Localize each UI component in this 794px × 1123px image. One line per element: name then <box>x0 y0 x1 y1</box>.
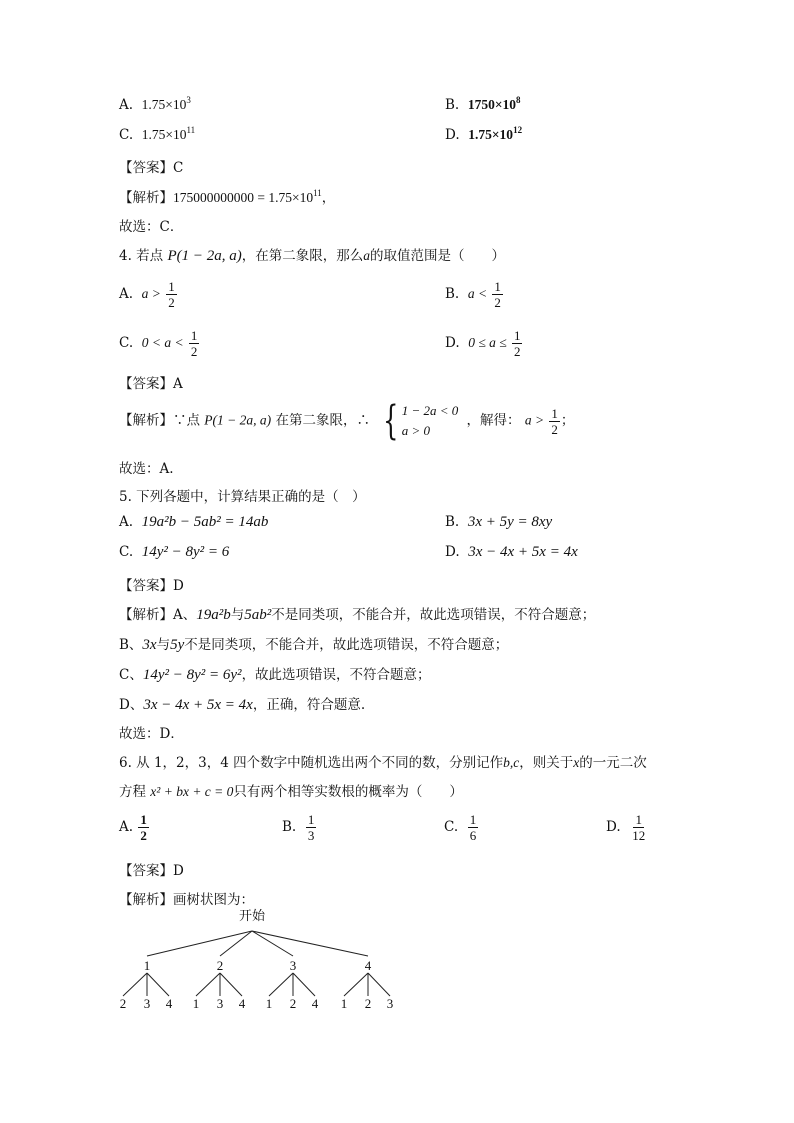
analysis-text: D、 <box>119 697 144 713</box>
conclusion-text: 故选：C． <box>119 219 184 235</box>
option-label: C. <box>119 335 134 351</box>
q4-analysis <box>119 398 575 444</box>
term-expr: 14y² − 8y² = 6y² <box>142 667 242 683</box>
q5-option-c <box>119 544 229 561</box>
tree-edge <box>252 931 368 956</box>
stem-text: 4. 若点 <box>119 248 164 264</box>
analysis-text: 不是同类项，不能合并，故此选项错误，不符合题意； <box>184 637 509 653</box>
q5-conclusion <box>119 722 184 742</box>
tree-edge <box>220 973 242 996</box>
inequality-system <box>378 398 459 444</box>
fraction: $\frac{1}{6}$ <box>469 812 477 843</box>
probability-tree-diagram <box>110 906 410 1016</box>
q5-analysis-d <box>119 693 365 714</box>
option-label: B. <box>445 286 460 302</box>
stem-text: 的一元二次 <box>579 755 647 771</box>
q6-option-c <box>444 812 479 843</box>
analysis-tag: 【解析】 <box>119 892 173 908</box>
option-expr: 3x − 4x + 5x = 4x <box>468 544 578 560</box>
analysis-text: ∵点 <box>173 412 200 429</box>
brace-icon: { <box>383 398 399 444</box>
tree-leaf-label: 3 <box>386 996 394 1011</box>
answer-tag: 【答案】 <box>119 863 173 879</box>
punctuation: ； <box>560 412 575 429</box>
tree-branch-label: 3 <box>289 958 297 973</box>
analysis-text: 与 <box>156 637 171 653</box>
tree-branch-label: 1 <box>143 958 151 973</box>
option-label: D. <box>445 544 460 560</box>
fraction: $\frac{1}{2}$ <box>551 405 558 437</box>
option-expr: a < <box>467 286 488 301</box>
answer-tag: 【答案】 <box>119 376 173 392</box>
fraction: $\frac{1}{2}$ <box>168 279 175 310</box>
tree-leaf-label: 1 <box>192 996 200 1011</box>
q5-option-d <box>445 544 578 561</box>
option-expr: 19a²b − 5ab² = 14ab <box>141 514 269 530</box>
answer-tag: 【答案】 <box>119 160 173 176</box>
conclusion-text: 故选：A. <box>119 461 174 477</box>
q5-analysis-c <box>119 663 431 684</box>
q5-stem <box>119 485 366 505</box>
term-expr: 19a²b <box>196 607 231 623</box>
q3-conclusion <box>119 215 183 235</box>
option-expr: 0 ≤ a ≤ <box>468 335 507 350</box>
exponent: 11 <box>313 188 322 198</box>
option-expr: 14y² − 8y² = 6 <box>141 544 230 560</box>
option-expr: a > <box>141 286 161 301</box>
q4-conclusion <box>119 457 174 477</box>
option-label: C. <box>119 127 134 143</box>
answer-tag: 【答案】 <box>119 578 173 594</box>
point-expr: P(1 − 2a, a) <box>204 412 272 428</box>
q6-option-a <box>119 812 150 843</box>
tree-leaf-label: 2 <box>364 996 372 1011</box>
q6-answer <box>119 859 184 879</box>
analysis-text: 在第二象限，∴ <box>275 412 370 429</box>
q5-option-b <box>445 514 552 531</box>
q5-answer <box>119 574 184 594</box>
tree-leaf-label: 1 <box>340 996 348 1011</box>
stem-text: 6. 从 1，2，3，4 四个数字中随机选出两个不同的数，分别记作 <box>119 755 504 771</box>
analysis-text: ，正确，符合题意. <box>252 697 366 713</box>
variable: x <box>573 755 580 770</box>
equation-expr: x² + bx + c = 0 <box>150 784 234 799</box>
fraction: $\frac{1}{2}$ <box>513 328 521 359</box>
q4-option-c <box>119 328 200 359</box>
tree-leaf-label: 4 <box>165 996 173 1011</box>
q3-option-c <box>119 127 195 143</box>
fraction: $\frac{1}{2}$ <box>190 328 198 359</box>
stem-text: 只有两个相等实数根的概率为（ ） <box>233 784 463 800</box>
answer-value: D <box>173 863 184 879</box>
exponent: 12 <box>513 125 523 135</box>
tree-leaf-label: 1 <box>265 996 273 1011</box>
exponent: 11 <box>186 125 196 135</box>
term-expr: 3x <box>142 637 157 653</box>
tree-edge <box>252 931 293 956</box>
option-expr: 0 < a < <box>141 335 184 350</box>
tree-root-label: 开始 <box>238 908 266 923</box>
system-line: a > 0 <box>401 423 430 438</box>
analysis-text: ，解得： <box>466 412 521 429</box>
q4-stem <box>119 244 505 265</box>
option-label: C. <box>119 544 134 560</box>
tree-edge <box>344 973 368 996</box>
fraction: $\frac{1}{3}$ <box>307 812 315 843</box>
option-label: A. <box>119 819 134 835</box>
tree-leaf-label: 4 <box>311 996 319 1011</box>
q4-option-d <box>445 328 523 359</box>
option-label: D. <box>445 335 460 351</box>
tree-leaf-label: 2 <box>289 996 297 1011</box>
exponent: 3 <box>186 95 191 105</box>
q5-analysis-b <box>119 633 508 654</box>
stem-text: ，在第二象限，那么 <box>241 248 364 264</box>
q6-stem-line2 <box>119 780 463 800</box>
stem-text: ，则关于 <box>519 755 574 771</box>
option-label: D. <box>606 819 621 835</box>
fraction: $\frac{1}{12}$ <box>632 812 646 843</box>
option-label: B. <box>282 819 297 835</box>
tree-edge <box>123 973 147 996</box>
exponent: 8 <box>516 95 521 105</box>
answer-value: D <box>173 578 184 594</box>
q3-answer <box>119 156 183 176</box>
option-value: 1.75×10 <box>468 127 514 142</box>
tree-edge <box>368 973 390 996</box>
q4-option-a <box>119 279 178 310</box>
tree-branch-label: 4 <box>364 958 372 973</box>
stem-text: 的取值范围是（ ） <box>370 248 505 264</box>
fraction: $\frac{1}{2}$ <box>140 812 147 843</box>
variable: a <box>363 248 370 263</box>
analysis-text: ，故此选项错误，不符合题意； <box>241 667 431 683</box>
option-label: B. <box>445 514 460 530</box>
variables: b,c <box>503 755 520 770</box>
tree-leaf-label: 4 <box>238 996 246 1011</box>
option-label: B. <box>445 97 460 113</box>
q6-analysis <box>119 888 254 908</box>
analysis-text: B、 <box>119 637 143 653</box>
q6-option-b <box>282 812 317 843</box>
option-value: 1.75×10 <box>141 97 187 112</box>
system-line: 1 − 2a < 0 <box>401 403 459 418</box>
option-value: 1750×10 <box>467 97 517 112</box>
analysis-text: 不是同类项，不能合并，故此选项错误，不符合题意； <box>271 607 596 623</box>
q3-option-b <box>445 97 521 113</box>
analysis-expr: 175000000000 = 1.75×10 <box>173 190 314 205</box>
answer-value: C <box>173 160 184 176</box>
q6-stem-line1 <box>119 751 647 771</box>
q5-analysis-a <box>119 603 595 624</box>
option-label: A. <box>119 97 134 113</box>
tree-edge <box>196 973 220 996</box>
analysis-tag: 【解析】 <box>119 607 173 623</box>
tree-edge <box>147 973 169 996</box>
tree-leaf-label: 2 <box>119 996 127 1011</box>
fraction: $\frac{1}{2}$ <box>494 279 501 310</box>
option-value: 1.75×10 <box>141 127 187 142</box>
option-label: C. <box>444 819 459 835</box>
q3-option-a <box>119 97 191 113</box>
tree-edge <box>269 973 293 996</box>
stem-text: 方程 <box>119 784 146 800</box>
conclusion-text: 故选：D． <box>119 726 184 742</box>
analysis-text: 与 <box>230 607 245 623</box>
tree-branch-label: 2 <box>216 958 224 973</box>
tree-leaf-label: 3 <box>143 996 151 1011</box>
point-expr: P(1 − 2a, a) <box>167 248 242 264</box>
analysis-text: 画树状图为： <box>173 892 254 908</box>
term-expr: 5ab² <box>244 607 272 623</box>
term-expr: 5y <box>170 637 185 653</box>
answer-value: A <box>173 376 183 392</box>
analysis-text: C、 <box>119 667 143 683</box>
q4-answer <box>119 372 183 392</box>
q3-option-d <box>445 127 522 143</box>
option-label: A. <box>119 286 134 302</box>
option-expr: 3x + 5y = 8xy <box>467 514 553 530</box>
analysis-text: A、 <box>173 607 197 623</box>
analysis-tag: 【解析】 <box>119 190 173 206</box>
q3-analysis <box>119 186 335 206</box>
q6-option-d <box>606 812 648 843</box>
punctuation: ， <box>321 190 336 206</box>
q4-option-b <box>445 279 504 310</box>
q5-option-a <box>119 514 268 531</box>
term-expr: 3x − 4x + 5x = 4x <box>143 697 253 713</box>
result-expr: a > <box>524 412 545 428</box>
option-label: A. <box>119 514 134 530</box>
option-label: D. <box>445 127 460 143</box>
analysis-tag: 【解析】 <box>119 412 173 429</box>
tree-leaf-label: 3 <box>216 996 224 1011</box>
tree-edge <box>293 973 315 996</box>
stem-text: 5. 下列各题中，计算结果正确的是（ ） <box>119 489 366 505</box>
